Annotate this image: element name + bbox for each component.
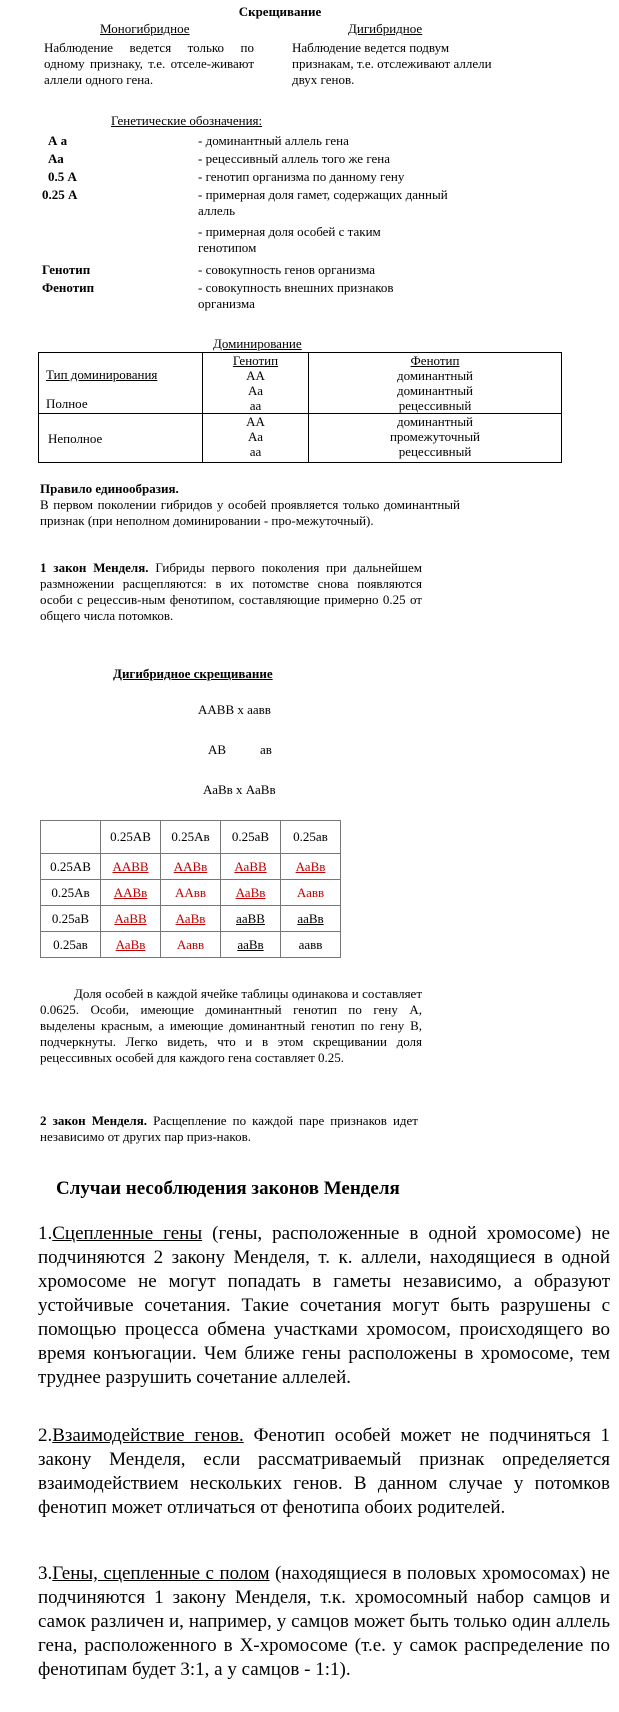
law1-text: Гибриды первого поколения при дальнейшем размножении расщепляются: в их потомстве снова появляются особи с рецессив-ным фенотипом, составляющие примерно 0.25 от общего числа потомков. [40,560,422,623]
exception-item [38,1222,610,1390]
row-header: 0.25ав [41,932,101,958]
exception-text: (находящиеся в половых хромосомах) не подчиняются 1 закону Менделя, т.к. хромосомный набор самцов и самок различен и, например, у самцов может быть только один аллель гена, расположенного в X-хромосоме (т.е. у самок распределение по фенотипам будет 3:1, а у самцов - 1:1). [38,1563,610,1680]
punnett-cell: Аавв [281,880,341,906]
exceptions-title: Случаи несоблюдения законов Менделя [56,1178,400,1199]
genotype: Аа [248,383,263,398]
punnett-cell: АаВв [221,880,281,906]
dominance-type-cell [39,353,203,414]
phenotype: доминантный [396,383,474,398]
punnett-cell: АаВВ [101,906,161,932]
punnett-cell: ААВв [161,854,221,880]
cross-parents: ААВВ х аавв [198,702,271,717]
gamete: ав [260,742,272,757]
cross-hybrids: АаВв х АаВв [203,782,276,797]
exception-term: Гены, сцепленные с полом [52,1563,270,1584]
genotype: аа [249,444,262,459]
law1-label: 1 закон Менделя. [40,560,149,575]
exception-term: Сцепленные гены [52,1223,203,1244]
punnett-cell: Аавв [161,932,221,958]
law2-paragraph [40,1113,418,1145]
col-header-genotype: Генотип [232,353,279,368]
genotype: Аа [248,429,263,444]
dihybrid-text: Наблюдение ведется подвум признакам, т.е. отслеживают аллели двух генов. [292,40,492,87]
phenotype: доминантный [396,368,474,383]
phenotype-cell [309,414,562,463]
row-header: 0.25аВ [41,906,101,932]
genotype-cell [203,353,309,414]
notation-symbol: 0.5 А [48,169,77,184]
col-header-type: Тип доминирования [46,367,158,382]
row-header: 0.25АВ [41,854,101,880]
punnett-cell: аавв [281,932,341,958]
uniformity-title: Правило единообразия. [40,481,179,496]
monohybrid-title: Моногибридное [100,21,190,36]
phenotype: рецессивный [398,398,472,413]
dominance-table [38,352,562,463]
notation-symbol: Аа [48,151,64,166]
phenotype-cell [309,353,562,414]
dominance-type: Неполное [48,430,103,446]
phenotype: рецессивный [398,444,472,459]
notation-desc: - примерная доля гамет, содержащих данный аллель [198,187,448,218]
page-title: Скрещивание [238,4,322,19]
notation-title: Генетические обозначения: [111,113,263,128]
notation-desc: - генотип организма по данному гену [198,169,405,184]
uniformity-text: В первом поколении гибридов у особей проявляется только доминантный признак (при неполном доминировании - про-межуточный). [40,497,460,528]
genotype: аа [249,398,262,413]
exception-number: 2. [38,1425,53,1446]
notation-desc: - совокупность генов организма [198,262,376,277]
dihybrid-note: Доля особей в каждой ячейке таблицы одинакова и составляет 0.0625. Особи, имеющие доминантный генотип по гену А, выделены красным, а имеющие доминантный генотип по гену В, подчеркнуты. Легко видеть, что и в этом скрещивании доля рецессивных особей для каждого гена составляет 0.25. [40,986,422,1065]
punnett-cell: ААВв [101,880,161,906]
dihybrid-title: Дигибридное скрещивание [113,666,273,681]
notation-desc: - доминантный аллель гена [198,133,349,148]
phenotype: доминантный [396,414,474,429]
genotype: АА [246,414,265,429]
notation-desc: - примерная доля особей с таким генотипом [198,224,381,255]
punnett-table [40,820,341,958]
dominance-title: Доминирование [213,336,302,351]
punnett-cell: ааВв [281,906,341,932]
monohybrid-text: Наблюдение ведется только по одному признаку, т.е. отселе-живают аллели одного гена. [44,40,254,87]
notation-desc: - совокупность внешних признаков организма [198,280,394,311]
exception-number: 1. [38,1223,53,1244]
dihybrid-title: Дигибридное [348,21,423,36]
genotype-cell [203,414,309,463]
genotype: АА [246,368,265,383]
punnett-cell: ааВВ [221,906,281,932]
exception-item [38,1424,610,1520]
punnett-cell: ААВВ [101,854,161,880]
corner-cell [41,821,101,854]
col-header-phenotype: Фенотип [410,353,460,368]
row-header: 0.25Ав [41,880,101,906]
notation-symbol: А а [48,133,68,148]
exception-term: Взаимодействие генов. [52,1425,244,1446]
col-header: 0.25Ав [161,821,221,854]
punnett-cell: АаВв [161,906,221,932]
notation-symbol: Фенотип [42,280,95,295]
punnett-cell: ААвв [161,880,221,906]
phenotype: промежуточный [389,429,481,444]
exception-number: 3. [38,1563,53,1584]
dominance-type-cell [39,414,203,463]
punnett-cell: АаВв [101,932,161,958]
punnett-cell: ааВв [221,932,281,958]
law1-paragraph [40,560,422,624]
col-header: 0.25ав [281,821,341,854]
exception-text: (гены, расположенные в одной хромосоме) не подчиняются 2 закону Менделя, т. к. аллели, находящиеся в одной хромосоме не могут попадать в гаметы независимо, а образуют устойчивые сочетания. Такие сочетания могут быть разрушены с помощью процесса обмена участками хромосом, происходящего во время конъюгации. Чем ближе гены расположены в хромосоме, тем труднее разрушить сочетание аллелей. [38,1223,610,1388]
col-header: 0.25аВ [221,821,281,854]
punnett-cell: АаВв [281,854,341,880]
notation-symbol: Генотип [42,262,91,277]
notation-symbol: 0.25 А [42,187,78,202]
law2-label: 2 закон Менделя. [40,1113,147,1128]
dominance-type: Полное [46,396,88,411]
notation-desc: - рецессивный аллель того же гена [198,151,390,166]
col-header: 0.25АВ [101,821,161,854]
exception-text: Фенотип особей может не подчиняться 1 закону Менделя, если рассматриваемый признак определяется взаимодействием нескольких генов. В данном случае у потомков фенотип может отличаться от фенотипа обоих родителей. [38,1425,611,1518]
law2-text: Расщепление по каждой паре признаков идет независимо от других пар приз-наков. [40,1113,418,1144]
exception-item [38,1562,610,1682]
gamete: АВ [208,742,227,757]
punnett-cell: АаВВ [221,854,281,880]
